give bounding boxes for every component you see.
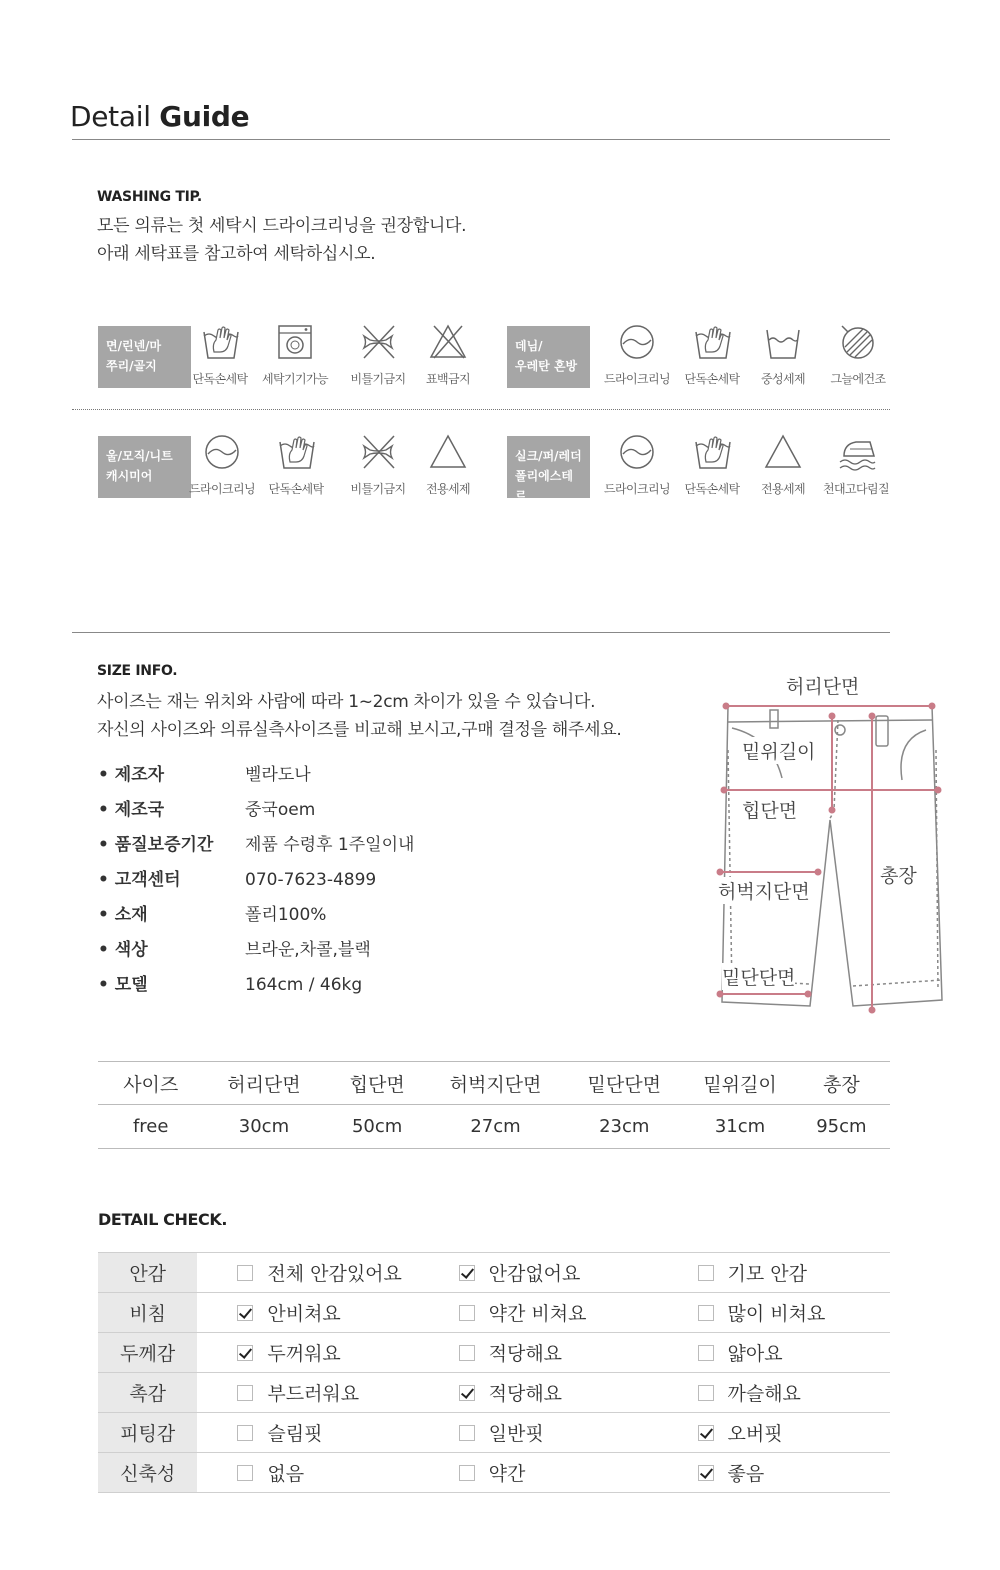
checkbox — [698, 1265, 714, 1281]
checkbox — [237, 1385, 253, 1401]
check-option-label: 안비쳐요 — [267, 1303, 341, 1325]
check-option — [459, 1419, 657, 1446]
spec-row: • 품질보증기간 제품 수령후 1주일이내 — [98, 835, 415, 855]
dry-clean-icon: 드라이크리닝 — [182, 432, 262, 497]
checkbox — [237, 1265, 253, 1281]
special-detergent-icon: 전용세제 — [743, 432, 823, 497]
spec-row: • 제조국 중국oem — [98, 800, 316, 820]
checked-checkbox — [698, 1425, 714, 1441]
check-option-label: 슬림핏 — [267, 1423, 323, 1445]
dry-clean-icon: 드라이크리닝 — [597, 432, 677, 497]
checkbox — [698, 1345, 714, 1361]
check-category: 피팅감 — [98, 1413, 197, 1453]
hand-wash-icon: 단독손세탁 — [180, 322, 260, 387]
wash-category-silk: 실크/퍼/레더 폴리에스테르 — [507, 436, 590, 498]
spec-row: • 색상 브라운,차콜,블랙 — [98, 940, 371, 960]
check-row — [98, 1413, 890, 1453]
check-option — [698, 1259, 890, 1286]
check-option — [237, 1419, 417, 1446]
check-option-label: 좋음 — [727, 1463, 765, 1485]
check-category: 두께감 — [98, 1333, 197, 1373]
checkbox — [459, 1425, 475, 1441]
size-table-row: free 30cm 50cm 27cm 23cm 31cm 95cm — [98, 1105, 890, 1149]
wash-category-wool: 울/모직/니트 캐시미어 — [98, 436, 191, 498]
check-category: 비침 — [98, 1293, 197, 1333]
checked-checkbox — [698, 1465, 714, 1481]
checkbox — [459, 1465, 475, 1481]
diagram-label-length: 총장 — [880, 861, 917, 888]
page-title: Detail Guide — [70, 100, 250, 133]
detail-check-label: DETAIL CHECK. — [98, 1210, 228, 1229]
check-row — [98, 1293, 890, 1333]
diagram-label-thigh: 허벅지단면 — [718, 877, 810, 904]
title-divider — [72, 139, 890, 140]
diagram-label-hem: 밑단단면 — [722, 963, 795, 990]
check-option-label: 두꺼워요 — [267, 1343, 341, 1365]
check-option — [459, 1459, 657, 1486]
spec-row: • 고객센터 070-7623-4899 — [98, 870, 377, 890]
check-option — [459, 1379, 657, 1406]
checked-checkbox — [459, 1385, 475, 1401]
check-option — [237, 1259, 417, 1286]
checkbox — [459, 1345, 475, 1361]
size-info-text: 사이즈는 재는 위치와 사람에 따라 1~2cm 차이가 있을 수 있습니다. 자신의 사이즈와 의류실측사이즈를 비교해 보시고,구매 결정을 해주세요. — [97, 692, 622, 740]
special-detergent-icon: 전용세제 — [408, 432, 488, 497]
detail-check-table — [98, 1252, 890, 1493]
size-info-label: SIZE INFO. — [97, 663, 178, 679]
size-table-header: 사이즈 허리단면 힙단면 허벅지단면 밑단단면 밑위길이 총장 — [98, 1062, 890, 1105]
size-table — [98, 1061, 890, 1149]
check-option — [459, 1339, 657, 1366]
check-category: 촉감 — [98, 1373, 197, 1413]
check-option — [459, 1259, 657, 1286]
diagram-label-waist: 허리단면 — [786, 672, 859, 699]
wash-divider — [72, 409, 890, 410]
check-option — [698, 1459, 890, 1486]
shade-dry-icon: 그늘에건조 — [818, 322, 898, 387]
check-category: 안감 — [98, 1253, 197, 1293]
check-option — [237, 1459, 417, 1486]
checkbox — [698, 1305, 714, 1321]
check-option-label: 일반핏 — [488, 1423, 544, 1445]
check-option-label: 오버핏 — [727, 1423, 783, 1445]
iron-cloth-icon: 천대고다림질 — [816, 432, 896, 497]
check-row — [98, 1453, 890, 1493]
checkbox — [698, 1385, 714, 1401]
check-option — [698, 1339, 890, 1366]
hand-wash-icon: 단독손세탁 — [256, 432, 336, 497]
spec-row: • 소재 폴리100% — [98, 905, 327, 925]
wash-category-denim: 데님/ 우레탄 혼방 — [507, 326, 590, 388]
check-option-label: 전체 안감있어요 — [267, 1263, 402, 1285]
hand-wash-icon: 단독손세탁 — [672, 322, 752, 387]
no-bleach-icon: 표백금지 — [408, 322, 488, 387]
check-option-label: 적당해요 — [488, 1383, 563, 1405]
washing-tip-label: WASHING TIP. — [97, 189, 202, 205]
check-option-label: 적당해요 — [488, 1343, 563, 1365]
diagram-label-hip: 힙단면 — [742, 796, 797, 823]
spec-row: • 제조자 벨라도나 — [98, 765, 311, 785]
check-option-label: 얇아요 — [727, 1343, 783, 1365]
check-row — [98, 1253, 890, 1293]
check-option — [698, 1379, 890, 1406]
neutral-detergent-icon: 중성세제 — [743, 322, 823, 387]
check-category: 신축성 — [98, 1453, 197, 1493]
check-option — [237, 1299, 417, 1326]
no-wring-icon: 비틀기금지 — [338, 322, 418, 387]
washing-tip-text: 모든 의류는 첫 세탁시 드라이크리닝을 권장합니다. 아래 세탁표를 참고하여 세탁하십시오. — [97, 216, 467, 264]
spec-row: • 모델 164cm / 46kg — [98, 975, 363, 995]
washing-machine-icon: 세탁기기가능 — [255, 322, 335, 387]
check-option — [698, 1299, 890, 1326]
check-option — [237, 1339, 417, 1366]
no-wring-icon: 비틀기금지 — [338, 432, 418, 497]
check-option-label: 없음 — [267, 1463, 305, 1485]
check-option — [237, 1379, 417, 1406]
diagram-label-rise: 밑위길이 — [742, 737, 815, 764]
hand-wash-icon: 단독손세탁 — [672, 432, 752, 497]
section-divider — [72, 632, 890, 633]
check-option-label: 약간 — [488, 1463, 526, 1485]
check-option-label: 부드러워요 — [267, 1383, 360, 1405]
check-option — [698, 1419, 890, 1446]
check-option-label: 까슬해요 — [727, 1383, 801, 1405]
check-option-label: 많이 비쳐요 — [727, 1303, 826, 1325]
checkbox — [237, 1465, 253, 1481]
checked-checkbox — [459, 1265, 475, 1281]
check-option-label: 안감없어요 — [488, 1263, 581, 1285]
check-option — [459, 1299, 657, 1326]
checkbox — [459, 1305, 475, 1321]
check-row — [98, 1333, 890, 1373]
checkbox — [237, 1425, 253, 1441]
check-row — [98, 1373, 890, 1413]
wash-category-cotton: 면/린넨/마 쭈리/골지 — [98, 326, 191, 388]
check-option-label: 약간 비쳐요 — [488, 1303, 587, 1325]
checked-checkbox — [237, 1305, 253, 1321]
checked-checkbox — [237, 1345, 253, 1361]
dry-clean-icon: 드라이크리닝 — [597, 322, 677, 387]
check-option-label: 기모 안감 — [727, 1263, 807, 1285]
